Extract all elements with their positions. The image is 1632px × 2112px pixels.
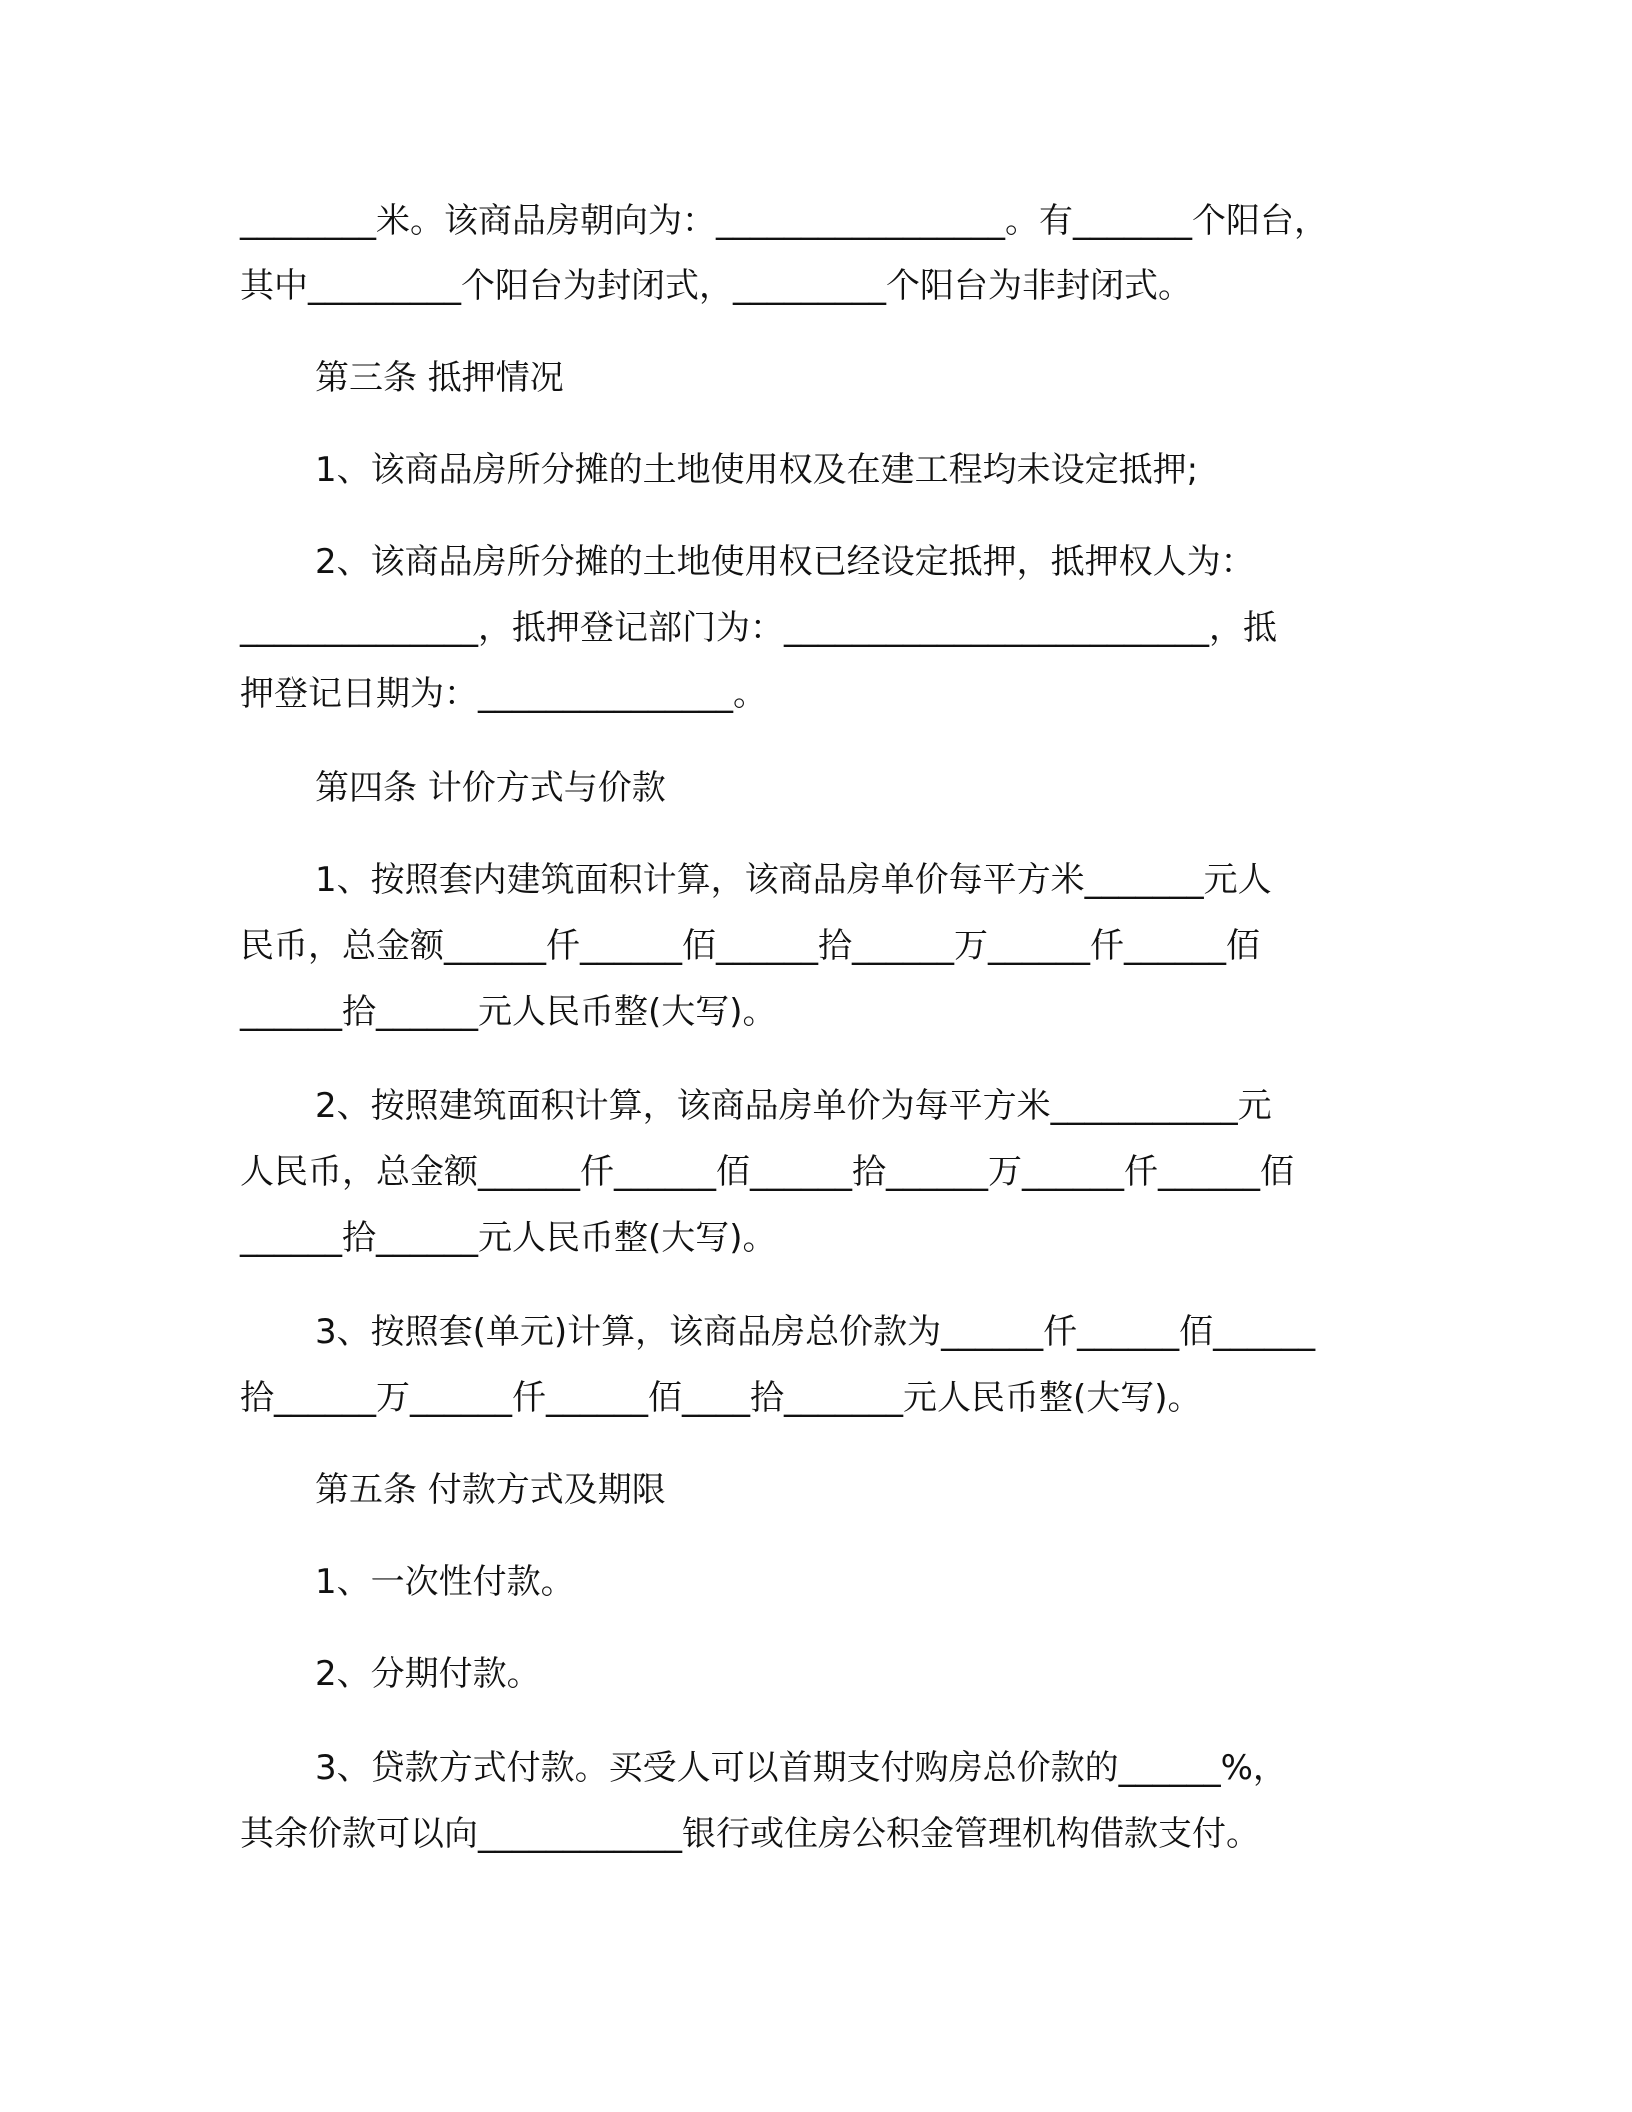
text-line: 民币，总金额______仟______佰______拾______万______仟______佰	[240, 926, 1260, 966]
section-heading: 第四条 计价方式与价款	[315, 768, 666, 808]
text-line: 2、按照建筑面积计算，该商品房单价为每平方米___________元	[315, 1086, 1272, 1126]
text-line: 2、该商品房所分摊的土地使用权已经设定抵押，抵押权人为：	[315, 542, 1255, 582]
text-line: 3、按照套(单元)计算，该商品房总价款为______仟______佰______	[315, 1312, 1316, 1352]
text-line: ________米。该商品房朝向为：_________________。有_______个阳台，	[240, 201, 1328, 241]
text-line: 人民币，总金额______仟______佰______拾______万______仟______佰	[240, 1152, 1294, 1192]
text-line: 押登记日期为：_______________。	[240, 674, 767, 714]
text-line: ______拾______元人民币整(大写)。	[240, 1218, 777, 1258]
text-line: 1、按照套内建筑面积计算，该商品房单价每平方米_______元人	[315, 860, 1272, 900]
section-heading: 第三条 抵押情况	[315, 358, 564, 398]
text-line: ______拾______元人民币整(大写)。	[240, 992, 777, 1032]
text-line: 拾______万______仟______佰____拾_______元人民币整(大写)。	[240, 1378, 1202, 1418]
text-line: 1、该商品房所分摊的土地使用权及在建工程均未设定抵押;	[315, 450, 1199, 490]
text-line: ______________，抵押登记部门为：_________________________，抵	[240, 608, 1277, 648]
text-line: 3、贷款方式付款。买受人可以首期支付购房总价款的______%，	[315, 1748, 1287, 1788]
text-line: 其中_________个阳台为封闭式，_________个阳台为非封闭式。	[240, 266, 1192, 306]
text-line: 2、分期付款。	[315, 1654, 541, 1694]
text-line: 其余价款可以向____________银行或住房公积金管理机构借款支付。	[240, 1814, 1260, 1854]
section-heading: 第五条 付款方式及期限	[315, 1470, 666, 1510]
text-line: 1、一次性付款。	[315, 1562, 575, 1602]
